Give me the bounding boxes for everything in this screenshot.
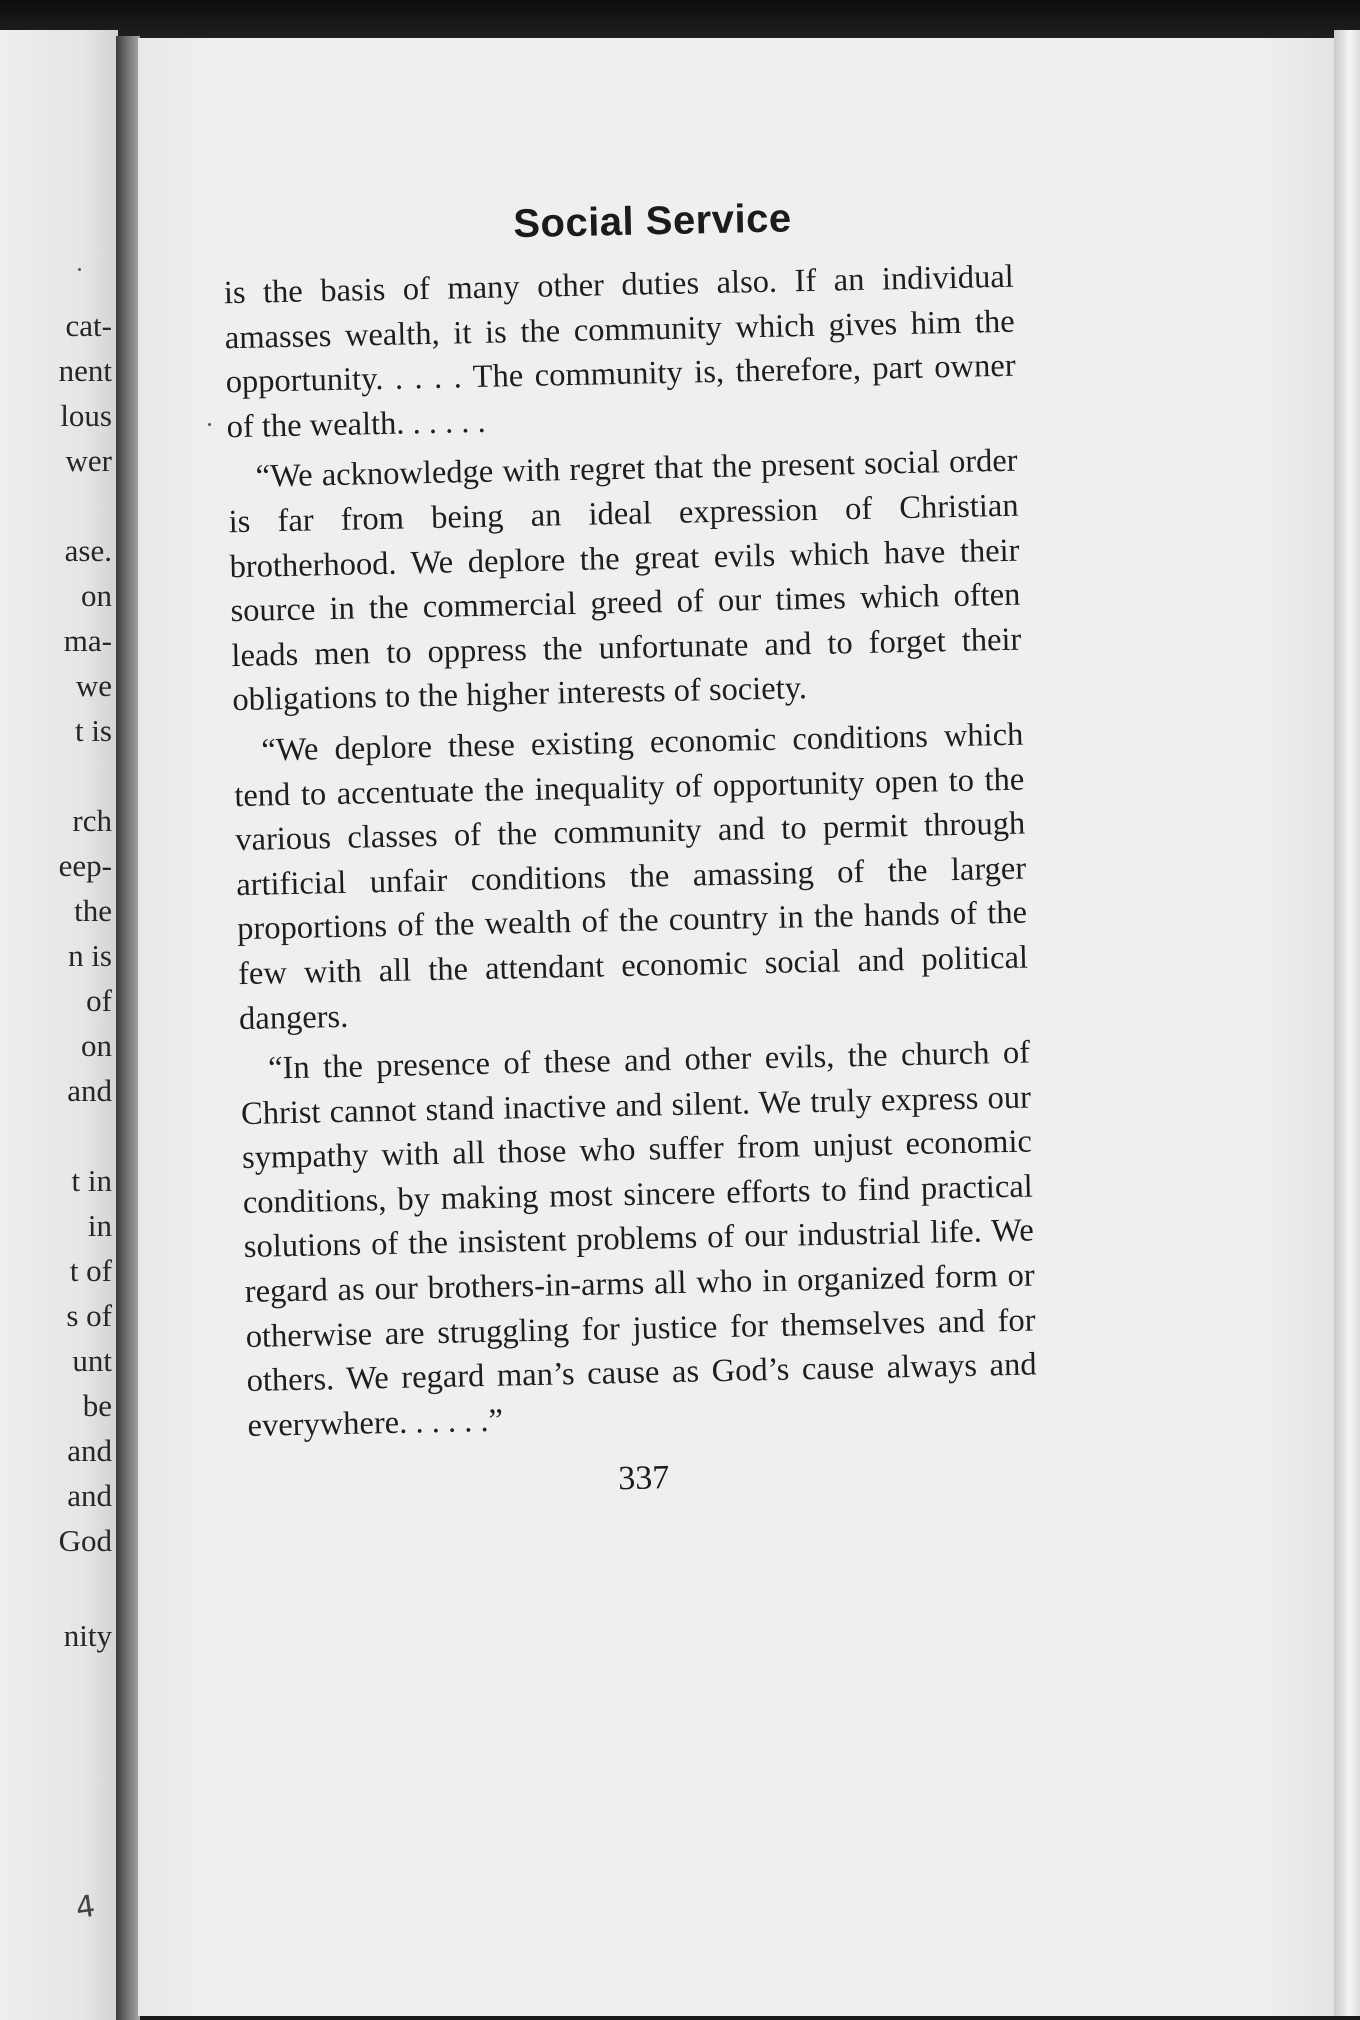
body-paragraph: “We deplore these existing economic conditions which tend to accentuate the inequality of opportunity open to the various classes of the community and to permit through artificial unfair conditions the amassing of the larger proportions of the wealth of the country in the hands of the few with all the attendant economic social and political dangers. — [234, 716, 1029, 1037]
page-number: 337 — [617, 1459, 670, 1498]
facing-page-line: be — [82, 1388, 112, 1423]
page-edge — [1334, 30, 1360, 2016]
facing-page-line: ase. — [64, 533, 112, 568]
facing-page-line: s of — [66, 1298, 112, 1333]
body-paragraph: “In the presence of these and other evils, the church of Christ cannot stand inactive and silent. We truly express our sympathy with all those who suffer from unjust economic conditions, by making most sincere efforts to find practical solutions of the insistent problems of our industrial life. We regard as our brothers-in-arms all who in organized form or otherwise are struggling for justice for themselves and for others. We regard man’s cause as God’s cause always and everywhere. . . . . .” — [240, 1034, 1037, 1444]
facing-page-line: rch — [72, 803, 112, 838]
facing-page-line: lous — [60, 398, 112, 433]
facing-page-line: t of — [69, 1253, 112, 1288]
facing-page-line: in — [87, 1208, 112, 1243]
handwritten-mark: 4 — [73, 1888, 98, 1927]
facing-page-line: and — [67, 1433, 112, 1468]
facing-page-line: we — [75, 668, 112, 703]
facing-page-line: nent — [58, 353, 112, 388]
scan-speck — [78, 268, 81, 271]
facing-page-line: and — [67, 1073, 112, 1108]
book-gutter — [116, 36, 140, 2020]
facing-page-fragment — [0, 30, 118, 2020]
facing-page-line: cat- — [65, 308, 112, 343]
facing-page-line: wer — [65, 443, 112, 478]
running-head: Social Service — [512, 196, 793, 247]
facing-page-line: on — [81, 1028, 112, 1063]
facing-page-line: God — [58, 1523, 112, 1558]
facing-page-line: n is — [68, 938, 112, 973]
facing-page-line: nity — [63, 1618, 112, 1653]
facing-page-line: the — [74, 893, 112, 928]
page-content — [222, 192, 1039, 1507]
body-paragraph: “We acknowledge with regret that the present social order is far from being an ideal expression of Christian brotherhood. We deplore the great evils which have their source in the commercial greed of our times which often leads men to oppress the unfortunate and to forget their obligations to the higher interests of society. — [228, 443, 1022, 719]
facing-page-line: ma- — [63, 623, 112, 658]
facing-page-line: t in — [71, 1163, 112, 1198]
facing-page-line: of — [86, 983, 112, 1018]
scan-speck — [208, 423, 211, 426]
facing-page-line: unt — [72, 1343, 112, 1378]
facing-page-line: eep- — [58, 848, 112, 883]
facing-page-line: on — [81, 578, 112, 613]
facing-page-line: and — [67, 1478, 112, 1513]
facing-page-line: t is — [74, 713, 112, 748]
body-paragraph: is the basis of many other duties also. If an individual amasses wealth, it is the community which gives him the opportunity. . . . . The community is, therefore, part owner of the wealth. . . . . . — [223, 258, 1016, 446]
